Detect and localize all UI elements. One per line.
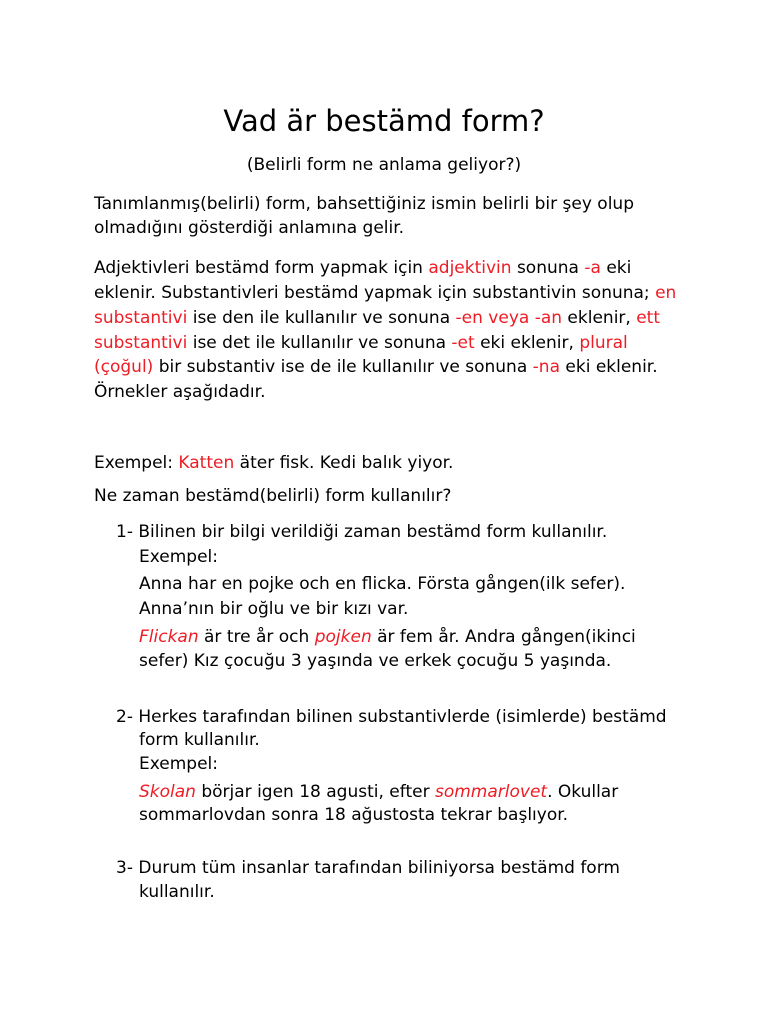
item-2-heading: 2- Herkes tarafından bilinen substantivlerde (isimlerde) bestämd bbox=[116, 707, 667, 727]
highlight-adjektivin: adjektivin bbox=[428, 258, 512, 278]
intro-line-2: olmadığını gösterdiği anlamına gelir. bbox=[94, 218, 405, 238]
rules-text: Adjektivleri bestämd form yapmak için bbox=[94, 258, 429, 278]
item-3-heading: 3- Durum tüm insanlar tarafından biliniyorsa bestämd form bbox=[116, 858, 620, 878]
rules-text: eki eklenir, bbox=[474, 333, 580, 353]
item-1-text: är tre år och bbox=[198, 627, 315, 647]
item-1-example-label: Exempel: bbox=[139, 547, 218, 567]
rules-text: eklenir. Substantivleri bestämd yapmak için substantivin sonuna; bbox=[94, 283, 656, 303]
highlight-substantivi: substantivi bbox=[94, 333, 188, 353]
example-text: äter fisk. Kedi balık yiyor. bbox=[234, 453, 454, 473]
item-3-heading-cont: kullanılır. bbox=[139, 882, 215, 902]
item-2-sentence-2: sommarlovdan sonra 18 ağustosta tekrar başlıyor. bbox=[139, 805, 569, 825]
highlight-suffix-a: -a bbox=[584, 258, 601, 278]
rules-line-4 bbox=[94, 331, 628, 355]
rules-text: eklenir, bbox=[562, 308, 637, 328]
highlight-suffix-et: -et bbox=[451, 333, 475, 353]
rules-line-2 bbox=[94, 281, 676, 305]
rules-text: eki eklenir. bbox=[559, 357, 658, 377]
highlight-katten: Katten bbox=[178, 453, 235, 473]
rules-line-3 bbox=[94, 306, 660, 330]
example-main bbox=[94, 451, 453, 475]
item-2-text: börjar igen 18 agusti, efter bbox=[195, 782, 435, 802]
rules-text: sonuna bbox=[511, 258, 585, 278]
highlight-suffix-na: -na bbox=[532, 357, 560, 377]
highlight-suffix-en-an: -en veya -an bbox=[455, 308, 563, 328]
example-label: Exempel: bbox=[94, 453, 179, 473]
highlight-en: en bbox=[655, 283, 677, 303]
highlight-substantivi: substantivi bbox=[94, 308, 188, 328]
item-1-text: är fem år. Andra gången(ikinci bbox=[371, 627, 636, 647]
item-2-example-label: Exempel: bbox=[139, 754, 218, 774]
rules-text: ise det ile kullanılır ve sonuna bbox=[187, 333, 452, 353]
item-2-text: . Okullar bbox=[547, 782, 619, 802]
highlight-skolan: Skolan bbox=[139, 782, 196, 802]
highlight-plural: plural bbox=[579, 333, 628, 353]
rules-text: ise den ile kullanılır ve sonuna bbox=[187, 308, 456, 328]
highlight-sommarlovet: sommarlovet bbox=[434, 782, 548, 802]
item-1-sentence-2: Anna’nın bir oğlu ve bir kızı var. bbox=[139, 599, 409, 619]
item-1-sentence-3 bbox=[139, 625, 636, 649]
highlight-cogul: (çoğul) bbox=[94, 357, 154, 377]
page-subtitle: (Belirli form ne anlama geliyor?) bbox=[246, 155, 522, 175]
question-heading: Ne zaman bestämd(belirli) form kullanılır? bbox=[94, 486, 452, 506]
item-2-sentence-1 bbox=[139, 780, 618, 804]
item-2-heading-cont: form kullanılır. bbox=[139, 730, 260, 750]
item-1-sentence-1: Anna har en pojke och en flicka. Första gången(ilk sefer). bbox=[139, 574, 626, 594]
rules-line-6: Örnekler aşağıdadır. bbox=[94, 382, 266, 402]
highlight-flickan: Flickan bbox=[139, 627, 199, 647]
rules-text: eki bbox=[600, 258, 632, 278]
highlight-pojken: pojken bbox=[314, 627, 372, 647]
item-1-heading: 1- Bilinen bir bilgi verildiği zaman bestämd form kullanılır. bbox=[116, 522, 608, 542]
rules-text: bir substantiv ise de ile kullanılır ve sonuna bbox=[153, 357, 533, 377]
intro-line-1: Tanımlanmış(belirli) form, bahsettiğiniz ismin belirli bir şey olup bbox=[94, 194, 634, 214]
page-title: Vad är bestämd form? bbox=[223, 104, 545, 138]
highlight-ett: ett bbox=[636, 308, 661, 328]
rules-line-5 bbox=[94, 355, 658, 379]
item-1-sentence-4: sefer) Kız çocuğu 3 yaşında ve erkek çocuğu 5 yaşında. bbox=[139, 651, 612, 671]
rules-line-1 bbox=[94, 256, 631, 280]
